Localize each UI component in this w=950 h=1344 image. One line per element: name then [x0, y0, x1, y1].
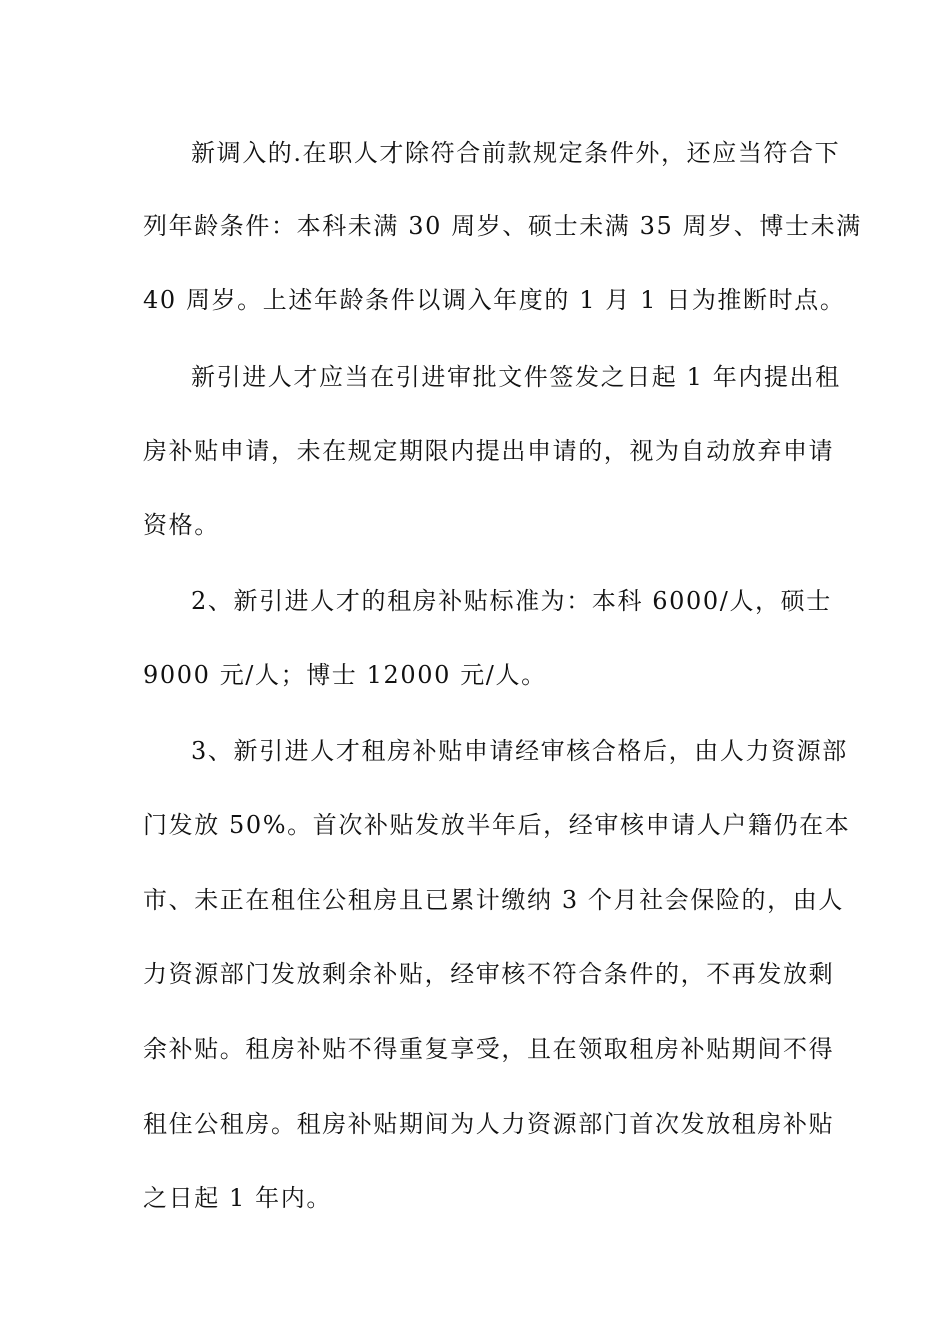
paragraph-1-line-3: 40 周岁。上述年龄条件以调入年度的 1 月 1 日为推断时点。: [143, 286, 846, 314]
paragraph-4-line-5: 余补贴。租房补贴不得重复享受，且在领取租房补贴期间不得: [143, 1035, 835, 1063]
paragraph-4-line-4: 力资源部门发放剩余补贴，经审核不符合条件的，不再发放剩: [143, 960, 835, 988]
paragraph-1-line-1: 新调入的.在职人才除符合前款规定条件外，还应当符合下: [191, 139, 841, 167]
paragraph-4-line-7: 之日起 1 年内。: [143, 1184, 332, 1212]
paragraph-4-line-6: 租住公租房。租房补贴期间为人力资源部门首次发放租房补贴: [143, 1110, 835, 1138]
paragraph-2-line-3: 资格。: [143, 511, 220, 539]
paragraph-3-line-1: 2、新引进人才的租房补贴标准为：本科 6000/人，硕士: [191, 587, 832, 615]
paragraph-1-line-2: 列年龄条件：本科未满 30 周岁、硕士未满 35 周岁、博士未满: [143, 212, 862, 240]
paragraph-4-line-3: 市、未正在租住公租房且已累计缴纳 3 个月社会保险的，由人: [143, 886, 844, 914]
paragraph-4-line-2: 门发放 50%。首次补贴发放半年后，经审核申请人户籍仍在本: [143, 811, 851, 839]
paragraph-2-line-1: 新引进人才应当在引进审批文件签发之日起 1 年内提出租: [191, 363, 841, 391]
paragraph-4-line-1: 3、新引进人才租房补贴申请经审核合格后，由人力资源部: [191, 737, 848, 765]
paragraph-2-line-2: 房补贴申请，未在规定期限内提出申请的，视为自动放弃申请: [143, 437, 835, 465]
paragraph-3-line-2: 9000 元/人；博士 12000 元/人。: [143, 661, 547, 689]
